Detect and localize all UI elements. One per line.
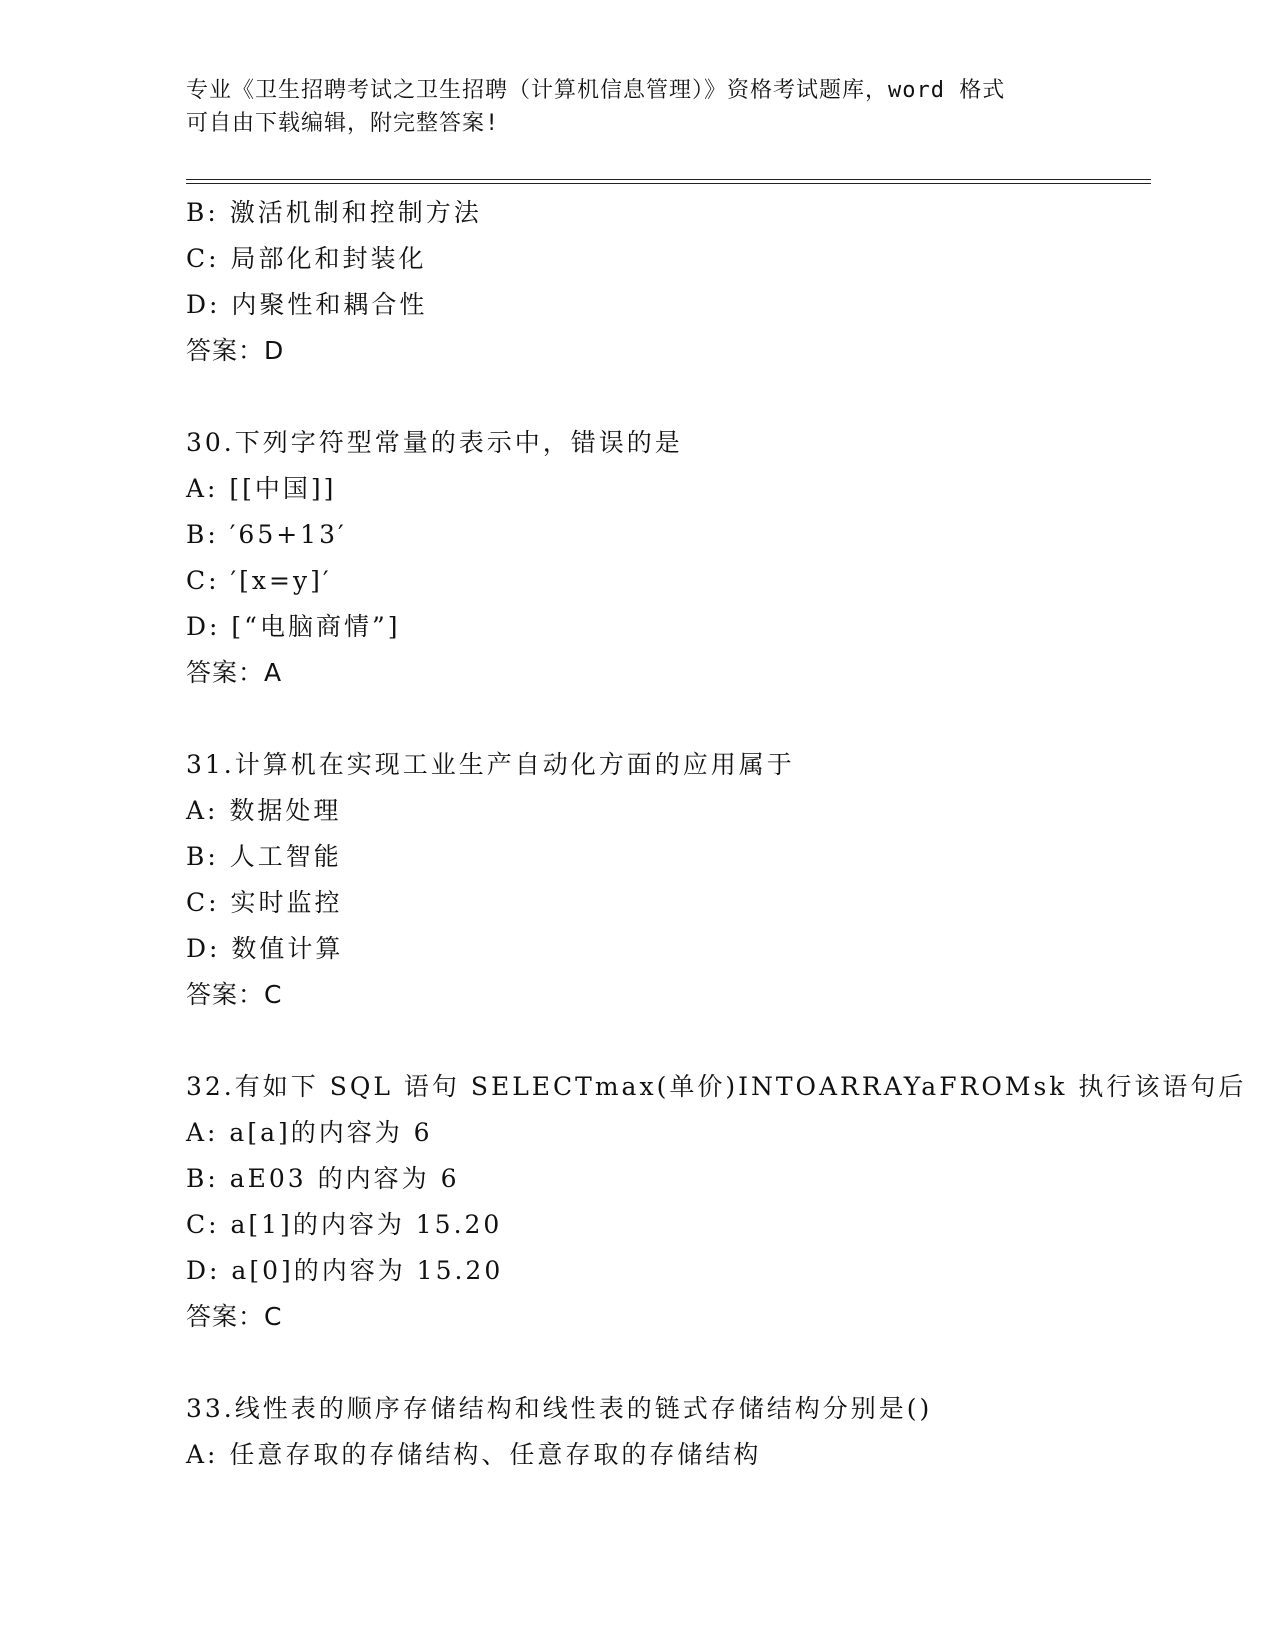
question-text: 33.线性表的顺序存储结构和线性表的链式存储结构分别是() [186,1394,933,1423]
option-line: A: a[a]的内容为 6 [186,1118,433,1147]
header-rule-bottom [186,183,1151,184]
answer-line: 答案：C [186,980,283,1009]
option-line: B: 人工智能 [186,842,342,871]
option-line: B: 激活机制和控制方法 [186,198,482,227]
question-block [186,742,1146,1018]
block-spacer [186,374,1146,420]
option-line: A: [[中国]] [186,474,337,503]
option-line: D: 内聚性和耦合性 [186,290,428,319]
option-line: D: [“电脑商情”] [186,612,401,641]
option-line: C: 实时监控 [186,888,343,917]
header-title-line-2: 可自由下载编辑，附完整答案! [186,111,500,136]
option-line: B: ′65+13′ [186,520,347,549]
option-line: B: aE03 的内容为 6 [186,1164,460,1193]
block-spacer [186,1018,1146,1064]
option-line: A: 任意存取的存储结构、任意存取的存储结构 [186,1440,762,1469]
question-block [186,420,1146,696]
question-text: 31.计算机在实现工业生产自动化方面的应用属于 [186,750,795,779]
header-title-line-1: 专业《卫生招聘考试之卫生招聘（计算机信息管理）》资格考试题库，word 格式 [186,78,1006,103]
option-line: C: 局部化和封装化 [186,244,427,273]
option-line: D: a[0]的内容为 15.20 [186,1256,504,1285]
document-header [186,74,1086,140]
question-block [186,190,1146,374]
option-line: C: a[1]的内容为 15.20 [186,1210,503,1239]
question-block [186,1386,1146,1478]
option-line: A: 数据处理 [186,796,342,825]
answer-line: 答案：A [186,658,283,687]
block-spacer [186,1340,1146,1386]
question-text: 30.下列字符型常量的表示中，错误的是 [186,428,683,457]
answer-line: 答案：C [186,1302,283,1331]
question-text: 32.有如下 SQL 语句 SELECTmax(单价)INTOARRAYaFROMsk 执行该语句后 [186,1072,1247,1101]
option-line: C: ′[x=y]′ [186,566,332,595]
option-line: D: 数值计算 [186,934,344,963]
block-spacer [186,696,1146,742]
header-rule-top [186,179,1151,180]
question-list [186,190,1247,1478]
question-block [186,1064,1247,1340]
answer-line: 答案：D [186,336,285,365]
